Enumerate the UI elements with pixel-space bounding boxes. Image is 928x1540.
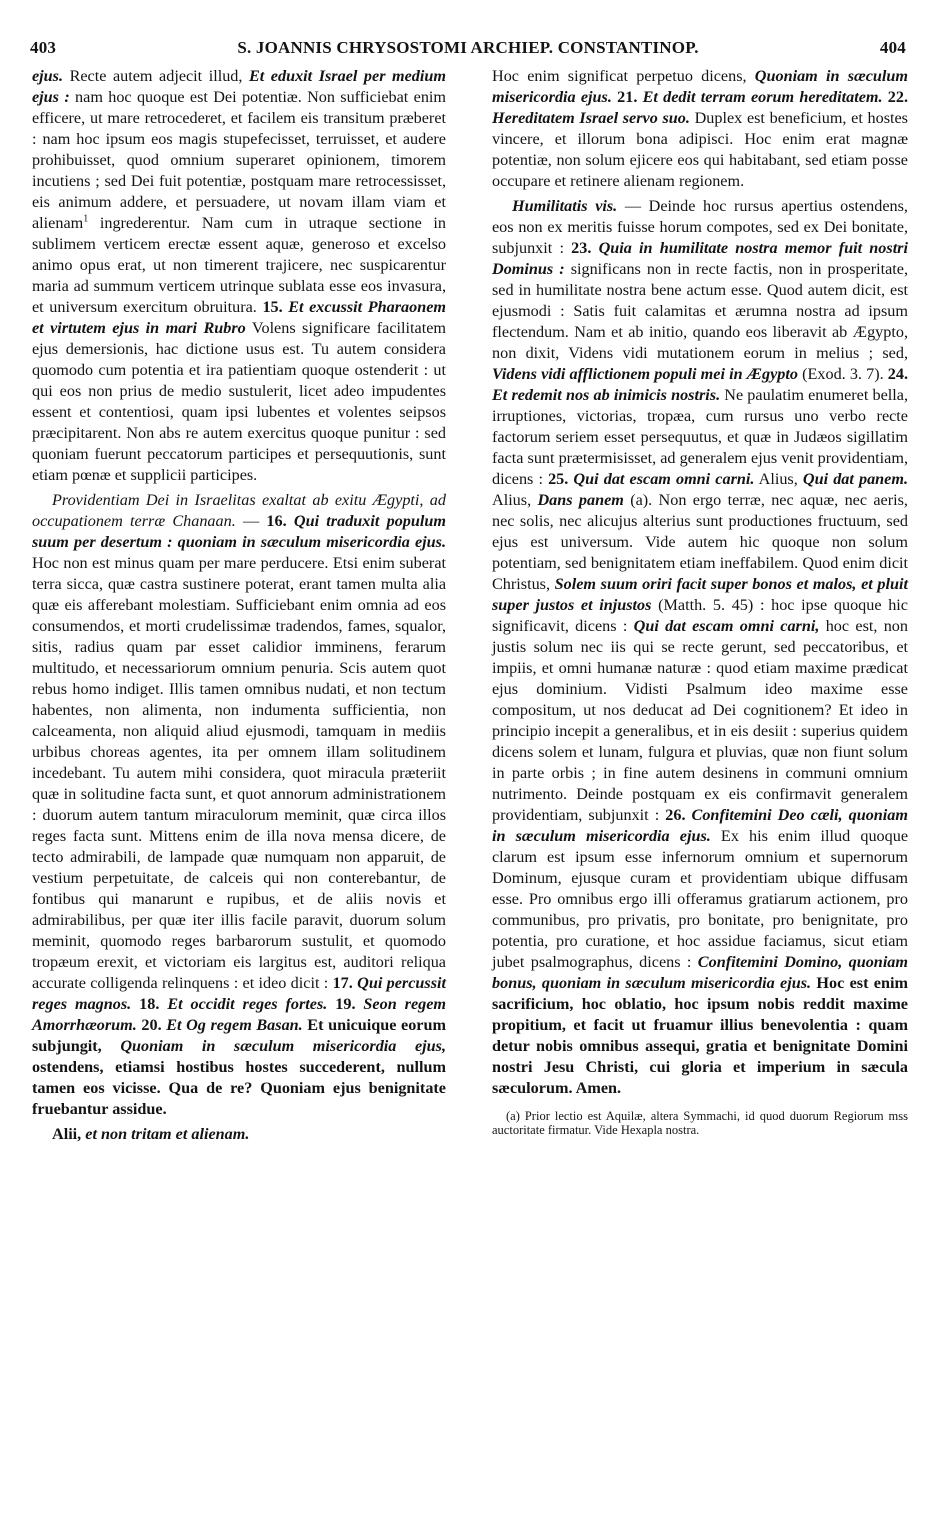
scripture-quote: Qui dat panem. [802, 470, 909, 488]
body-text: nam hoc quoque est Dei potentiæ. Non sufficiebat enim efficere, ut mare retrocederet, et facilem eis transitum præberet : nam hoc ipsum eos magis stupefecisset, terruisset, et audere prohibuisset, quod omnium superaret opinionem, timorem incutiens ; sed Dei fuit potentiæ, postquam mare retrocessisset, eis animum addere, et persuadere, ut novam illam viam et alienam [32, 88, 447, 232]
section-heading: Providentiam Dei in Israelitas exaltat ab exitu Ægypti, ad occupationem terræ Chanaan. [32, 491, 446, 530]
scripture-quote: Confitemini Domino, quoniam bonus, quoniam in sæculum misericordia ejus. [492, 953, 908, 992]
scripture-quote: Hereditatem Israel servo suo. [492, 109, 690, 127]
body-text: Recte autem adjecit illud, [63, 67, 249, 85]
verse-number: 15. [262, 298, 283, 316]
verse-number: 25. [548, 470, 569, 488]
scripture-quote: Et Og regem Basan. [161, 1016, 303, 1034]
body-text: Hoc enim significat perpetuo dicens, [492, 67, 755, 85]
scripture-quote: Et dedit terram eorum hereditatem. [637, 88, 883, 106]
footnote-variant [32, 1124, 446, 1145]
running-title: S. JOANNIS CHRYSOSTOMI ARCHIEP. CONSTANTINOP. [237, 38, 699, 57]
verse-number: 23. [571, 239, 592, 257]
scripture-quote: Dans panem [537, 491, 624, 509]
body-text: — Deinde hoc rursus apertius ostendens, eos non ex meritis fuisse horum compotes, sed ex Dei bonitate, subjunxit : [492, 197, 908, 257]
section-heading: Humilitatis vis. [512, 197, 618, 215]
body-text: Duplex est beneficium, et hostes vincere, et illorum bona adipisci. Hoc enim erat magnæ potentiæ, non solum ejicere eos qui habitabant, sed etiam posse occupare et retinere alienam regionem. [492, 109, 908, 190]
body-text: hoc est, non justis solum nec iis qui se recte gerunt, sed peccatoribus, et impiis, et omni humanæ naturæ : quod etiam maxime prædicat ejus dominium. Vidisti Psalmum ideo maxime esse compositum, ut nos deducat ad Dei cognitionem? Et ideo in principio incepit a generalibus, et in eis desiit : superius quidem dicens solem et lunam, fulgura et pluvias, quæ non fiunt solum in parte orbis ; in fine autem desinens in communi omnium nutrimento. Deinde postquam ex eis confirmavit generalem providentiam, subjunxit : [492, 617, 908, 824]
footnote-marker: 1 [83, 213, 89, 225]
verse-number: 22. [882, 88, 908, 106]
paragraph [32, 490, 446, 1120]
scripture-quote: Qui dat escam omni carni. [568, 470, 755, 488]
verse-number: 20. [141, 1016, 162, 1034]
scripture-quote: Confitemini Deo cæli, quoniam in sæculum misericordia ejus. [492, 806, 908, 845]
scripture-quote: Et occidit reges fortes. [159, 995, 336, 1013]
verse-number: 16. [266, 512, 287, 530]
verse-number: 17. [332, 974, 353, 992]
body-text: Hoc est enim sacrificium, hoc oblatio, hoc ipsum nobis reddit maxime propitium, et facit ut fruamur illius benevolentia : quam detur nobis omnibus assequi, gratia et benignitate Domini nostri Jesu Christi, cui gloria et imperium in sæcula sæculorum. Amen. [492, 974, 908, 1097]
body-text: Ne paulatim enumeret bella, irruptiones, victorias, tropæa, cum rursus uno verbo recte factorum seriem esset persequutus, et quæ in Judæos sigillatim facta sunt prætermisisset, ad generalem ejus venit providentiam, dicens : [492, 386, 908, 488]
verse-number: 26. [665, 806, 686, 824]
dash: — [235, 512, 267, 530]
scripture-quote: Quoniam in sæculum misericordia ejus, [120, 1037, 447, 1055]
verse-number: 19. [335, 995, 356, 1013]
page-number-right: 404 [879, 38, 906, 57]
scripture-quote: Qui traduxit populum suum per desertum : quoniam in sæculum misericordia ejus. [32, 512, 446, 551]
body-text: (a). Non ergo terræ, nec aquæ, nec aeris, nec solis, nec alicujus alterius sunt productiones fructuum, sed ejus est universum. Vide autem hic quoque non solum potentiam, sed benignitatem etiam ineffabilem. Quod enim dicit Christus, [492, 491, 908, 593]
citation: (Exod. 3. 7). [797, 365, 888, 383]
paragraph [492, 66, 908, 192]
paragraph [492, 196, 908, 1099]
body-text: ostendens, etiamsi hostibus hostes succederent, nullum tamen eos vicisse. Qua de re? Quoniam ejus benignitate fruebantur assidue. [32, 1058, 446, 1118]
scripture-quote: Et eduxit Israel per medium ejus : [32, 67, 446, 106]
citation: (Matth. 5. 45) : hoc ipse quoque hic significavit, dicens : [492, 596, 908, 635]
footnote: (a) Prior lectio est Aquilæ, altera Symmachi, id quod duorum Regiorum mss auctoritate firmatur. Vide Hexapla nostra. [492, 1109, 908, 1137]
verse-number: 24. [887, 365, 909, 383]
body-text: Alii, [52, 1125, 82, 1143]
scripture-quote: Et excussit Pharaonem et virtutem ejus in mari Rubro [32, 298, 447, 337]
scripture-quote: Et redemit nos ab inimicis nostris. [492, 386, 721, 404]
body-text: Alius, [492, 491, 538, 509]
scripture-quote: Seon regem Amorrhæorum. [32, 995, 446, 1034]
page-number-left: 403 [30, 38, 57, 57]
scripture-quote: Videns vidi afflictionem populi mei in Ægypto [492, 365, 798, 383]
verse-number: 18. [139, 995, 160, 1013]
body-text: ingrederentur. Nam cum in utraque sectione in sublimem verticem erectæ essent aquæ, generoso et excelso animo opus erat, ut non timerent trajicere, nec suspicarentur maria ad summum verticem utrinque sublata esse eos invasura, et universum exercitum obruitura. [32, 214, 446, 316]
left-column [32, 66, 446, 1149]
body-text: Ex his enim illud quoque clarum est ipsum esse infernorum omnium et supernorum Dominum, ejusque curam et providentiam ubique diffusam esse. Pro omnibus ergo illi offeramus gratiarum actionem, pro communibus, pro privatis, pro bonitate, pro benignitate, pro potentia, pro curatione, et hoc assidue faciamus, sicut etiam jubet psalmographus, dicens : [492, 827, 909, 971]
body-text: Alius, [754, 470, 803, 488]
paragraph [32, 66, 446, 486]
scripture-quote: Quoniam in sæculum misericordia ejus. [492, 67, 908, 106]
verse-number: 21. [611, 88, 638, 106]
scripture-quote: Quia in humilitate nostra memor fuit nostri Dominus : [492, 239, 908, 278]
scripture-quote: Solem suum oriri facit super bonos et malos, et pluit super justos et injustos [492, 575, 908, 614]
scripture-quote: Qui percussit reges magnos. [32, 974, 446, 1013]
italic-text: ejus. [32, 67, 64, 85]
right-column [492, 66, 908, 1137]
scripture-quote: Qui dat escam omni carni, [633, 617, 820, 635]
body-text: Hoc non est minus quam per mare perducere. Etsi enim suberat terra sicca, quæ castra sustinere poterat, erant tamen multa alia quæ eis afferebant molestiam. Sufficiebant enim omnia ad eos consumendos, et morti crudelissimæ tradendos, fames, squalor, sitis, radius quam par esset calidior imminens, ferarum multitudo, et necessariorum omnium penuria. Scis autem quot rebus homo indiget. Illis tamen omnibus nudati, et non tectum habentes, non alimenta, non indumenta sufficientia, non calceamenta, non aliquid aliud ejusmodi, tamquam in mediis urbibus choreas agentes, ita per omnem illam solitudinem incedebant. Tu autem mihi considera, quot miracula præteriit quæ in solitudine facta sunt, et quot annorum administrationem : duorum autem tantum miraculorum meminit, quæ circa illos reges facta sunt. Mittens enim de illa nova mensa dicere, de tecto admirabili, de lampade quæ numquam non apparuit, de vestium perpetuitate, de calceis qui non conterebantur, de fontibus qui manarunt e rupibus, et de aliis novis et admirabilibus, per quæ iter illis facile paravit, duorum solum meminit, quomodo reges barbarorum sustulit, et quomodo tropæum erexit, et victoriam eis largitus est, auditori reliqua accurate colligenda relinquens : et ideo dicit : [32, 554, 446, 992]
running-header [28, 38, 908, 62]
scripture-quote: et non tritam et alienam. [81, 1125, 250, 1143]
body-text: significans non in recte factis, non in prosperitate, sed in humilitate nostra bene actum esse. Quod autem dicit, est ejusmodi : Satis fuit calamitas et ærumna nostra ad ipsum flectendum. Nam et ab initio, quando eos liberavit ab Ægypto, non dixit, Videns vidi mutationem eorum in melius ; sed, [492, 260, 908, 362]
body-text: Volens significare facilitatem ejus demersionis, hac dictione usus est. Tu autem considera quomodo cum potentia et ira patientiam quoque ostenderit : ut qui eos non prius de medio sustulerit, licet adeo impudentes essent et contentiosi, quam ipsi lubentes et volentes seipsos præcipitarent. Non abs re autem exercitus quoque punitur : sed quoniam fuerunt peccatorum participes et persequutionis, sunt etiam pœnæ et supplicii participes. [32, 319, 446, 484]
body-text: Et unicuique eorum subjungit, [32, 1016, 446, 1055]
